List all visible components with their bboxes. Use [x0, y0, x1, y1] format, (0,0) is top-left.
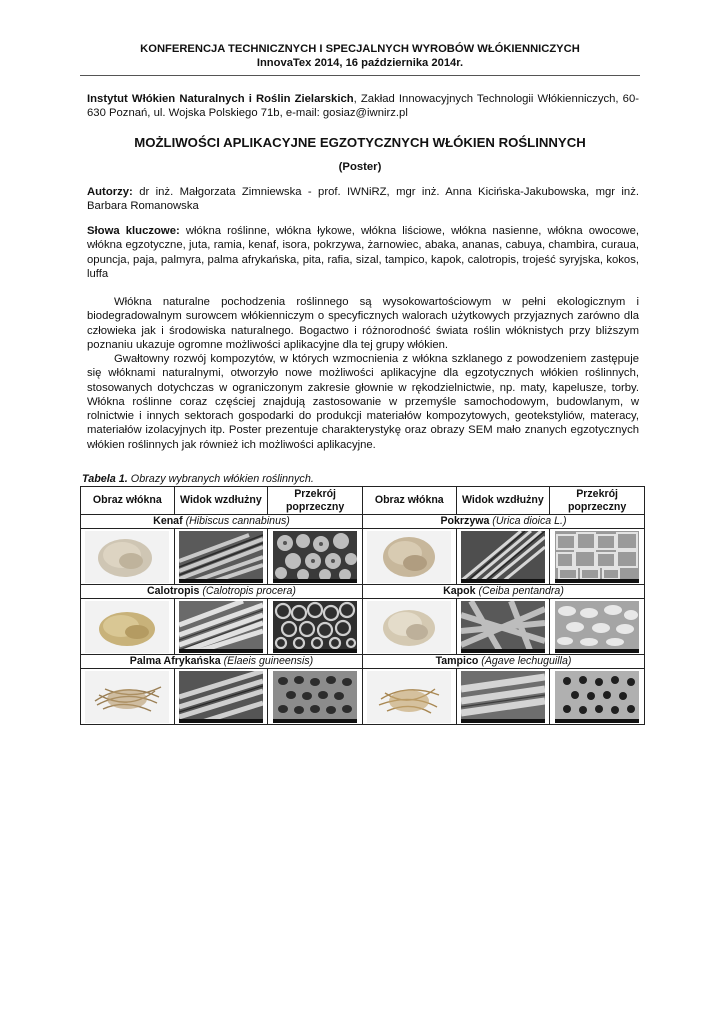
keywords-text: włókna roślinne, włókna łykowe, włókna liściowe, włókna nasienne, włókna owocowe, włókna egzotyczne, juta, ramia, kenaf, isora, pokrzywa, żarnowiec, abaka, ananas, cabuya, chambira, curaua, opuncja, paja, palmyra, palma afrykańska, pita, rafia, sizal, tampico, kapok, calotropis, trojeść syryjska, kokos, luffa	[87, 225, 639, 280]
sem-longitudinal-cell	[174, 599, 268, 655]
sem-cross-section-tampico	[555, 671, 639, 723]
sem-longitudinal-pokrzywa	[461, 531, 545, 583]
fiber-photo-tampico	[367, 671, 451, 723]
fiber-photo-cell	[81, 669, 175, 725]
species-label-row	[81, 515, 645, 529]
fiber-photo-pokrzywa	[367, 531, 451, 583]
sem-cross-section-pokrzywa	[555, 531, 639, 583]
conference-title: KONFERENCJA TECHNICZNYCH I SPECJALNYCH WYROBÓW WŁÓKIENNICZYCH	[140, 43, 580, 55]
species-latin: (Calotropis procera)	[202, 585, 296, 597]
header-cell: Widok wzdłużny	[174, 487, 268, 515]
species-name: Calotropis	[147, 585, 200, 597]
institution-affiliation	[87, 92, 639, 121]
paper-title: MOŻLIWOŚCI APLIKACYJNE EGZOTYCZNYCH WŁÓKIEN ROŚLINNYCH	[134, 135, 586, 150]
sem-longitudinal-tampico	[461, 671, 545, 723]
sem-cross-section-cell	[268, 599, 363, 655]
authors-label: Autorzy:	[87, 186, 133, 198]
sem-cross-section-kapok	[555, 601, 639, 653]
keywords-label: Słowa kluczowe:	[87, 225, 180, 237]
sem-longitudinal-cell	[174, 669, 268, 725]
fiber-images-table	[80, 486, 645, 725]
species-latin: (Hibiscus cannabinus)	[185, 515, 290, 527]
species-latin: (Elaeis guineensis)	[223, 655, 314, 667]
sem-longitudinal-kenaf	[179, 531, 263, 583]
species-label	[362, 515, 644, 529]
fiber-photo-kapok	[367, 601, 451, 653]
sem-longitudinal-cell	[456, 669, 550, 725]
species-label	[362, 585, 644, 599]
table-caption	[82, 473, 314, 485]
sem-longitudinal-palma-afrykanska	[179, 671, 263, 723]
sem-longitudinal-cell	[456, 529, 550, 585]
species-name: Pokrzywa	[440, 515, 490, 527]
table-caption-label: Tabela 1.	[82, 473, 128, 485]
authors-text: dr inż. Małgorzata Zimniewska - prof. IWNiRZ, mgr inż. Anna Kicińska-Jakubowska, mgr inż. Barbara Romanowska	[87, 186, 639, 213]
species-latin: (Urica dioica L.)	[492, 515, 567, 527]
image-row	[81, 529, 645, 585]
header-cell: Przekrój poprzeczny	[268, 487, 363, 515]
fiber-photo-kenaf	[85, 531, 169, 583]
body-paragraph-2: Gwałtowny rozwój kompozytów, w których wzmocnienia z włókna szklanego z powodzeniem zastępuje się włóknami naturalnymi, otworzyło nowe możliwości aplikacyjne dla egzotycznych włókien roślinnych, stosowanych dotychczas w ograniczonym zakresie głownie w rękodzielnictwie, np. maty, kapelusze, torby. Włókna roślinne coraz częściej znajdują zastosowanie w przemyśle samochodowym, budowlanym, w rolnictwie i innych sektorach gospodarki do produkcji materiałów kompozytowych, geotekstyliów, materacy, materiałów izolacyjnych itp. Poster prezentuje charakterystykę oraz obrazy SEM mało znanych egzotycznych włókien roślinnych jak również ich możliwości aplikacyjne.	[87, 353, 639, 451]
conference-header	[80, 42, 640, 70]
sem-cross-section-cell	[550, 669, 645, 725]
institution-address: , Zakład Innowacyjnych Technologii Włókienniczych, 60-630 Poznań, ul. Wojska Polskiego 71b, e-mail: gosiaz@iwnirz.pl	[87, 93, 639, 120]
body-paragraph-1: Włókna naturalne pochodzenia roślinnego są wysokowartościowym w pełni ekologicznym i biodegradowalnym surowcem włókienniczym o specyficznych walorach użytkowych przyjaznych zarówno dla człowieka jak i środowiska naturalnego. Bogactwo i różnorodność świata roślin włóknistych przy bliższym poznaniu ukazuje ogromne możliwości aplikacyjne dla tej grupy włókien.	[87, 296, 639, 351]
fiber-photo-cell	[362, 529, 456, 585]
species-label	[81, 515, 363, 529]
sem-cross-section-cell	[550, 599, 645, 655]
header-divider	[80, 75, 640, 76]
fiber-photo-calotropis	[85, 601, 169, 653]
table-caption-text: Obrazy wybranych włókien roślinnych.	[127, 473, 314, 485]
species-latin: (Agave lechuguilla)	[481, 655, 572, 667]
institution-name: Instytut Włókien Naturalnych i Roślin Zielarskich	[87, 93, 354, 105]
species-label-row	[81, 585, 645, 599]
paper-subtitle: (Poster)	[338, 161, 382, 173]
header-cell: Obraz włókna	[362, 487, 456, 515]
sem-cross-section-cell	[550, 529, 645, 585]
fiber-photo-cell	[81, 599, 175, 655]
header-cell: Obraz włókna	[81, 487, 175, 515]
sem-longitudinal-kapok	[461, 601, 545, 653]
species-name: Tampico	[435, 655, 479, 667]
species-name: Kenaf	[153, 515, 183, 527]
authors-line	[87, 185, 639, 214]
sem-longitudinal-calotropis	[179, 601, 263, 653]
species-latin: (Ceiba pentandra)	[478, 585, 564, 597]
fiber-photo-palma-afrykanska	[85, 671, 169, 723]
fiber-photo-cell	[81, 529, 175, 585]
sem-cross-section-cell	[268, 529, 363, 585]
species-label	[81, 585, 363, 599]
sem-cross-section-calotropis	[273, 601, 357, 653]
table-header-row	[81, 487, 645, 515]
sem-longitudinal-cell	[174, 529, 268, 585]
sem-cross-section-cell	[268, 669, 363, 725]
sem-cross-section-palma-afrykanska	[273, 671, 357, 723]
fiber-photo-cell	[362, 599, 456, 655]
image-row	[81, 599, 645, 655]
image-row	[81, 669, 645, 725]
header-cell: Przekrój poprzeczny	[550, 487, 645, 515]
species-label	[362, 655, 644, 669]
fiber-photo-cell	[362, 669, 456, 725]
conference-date: InnovaTex 2014, 16 października 2014r.	[256, 57, 464, 69]
sem-longitudinal-cell	[456, 599, 550, 655]
species-name: Palma Afrykańska	[129, 655, 221, 667]
species-name: Kapok	[443, 585, 476, 597]
species-label	[81, 655, 363, 669]
species-label-row	[81, 655, 645, 669]
header-cell: Widok wzdłużny	[456, 487, 550, 515]
keywords-line	[87, 224, 639, 281]
sem-cross-section-kenaf	[273, 531, 357, 583]
